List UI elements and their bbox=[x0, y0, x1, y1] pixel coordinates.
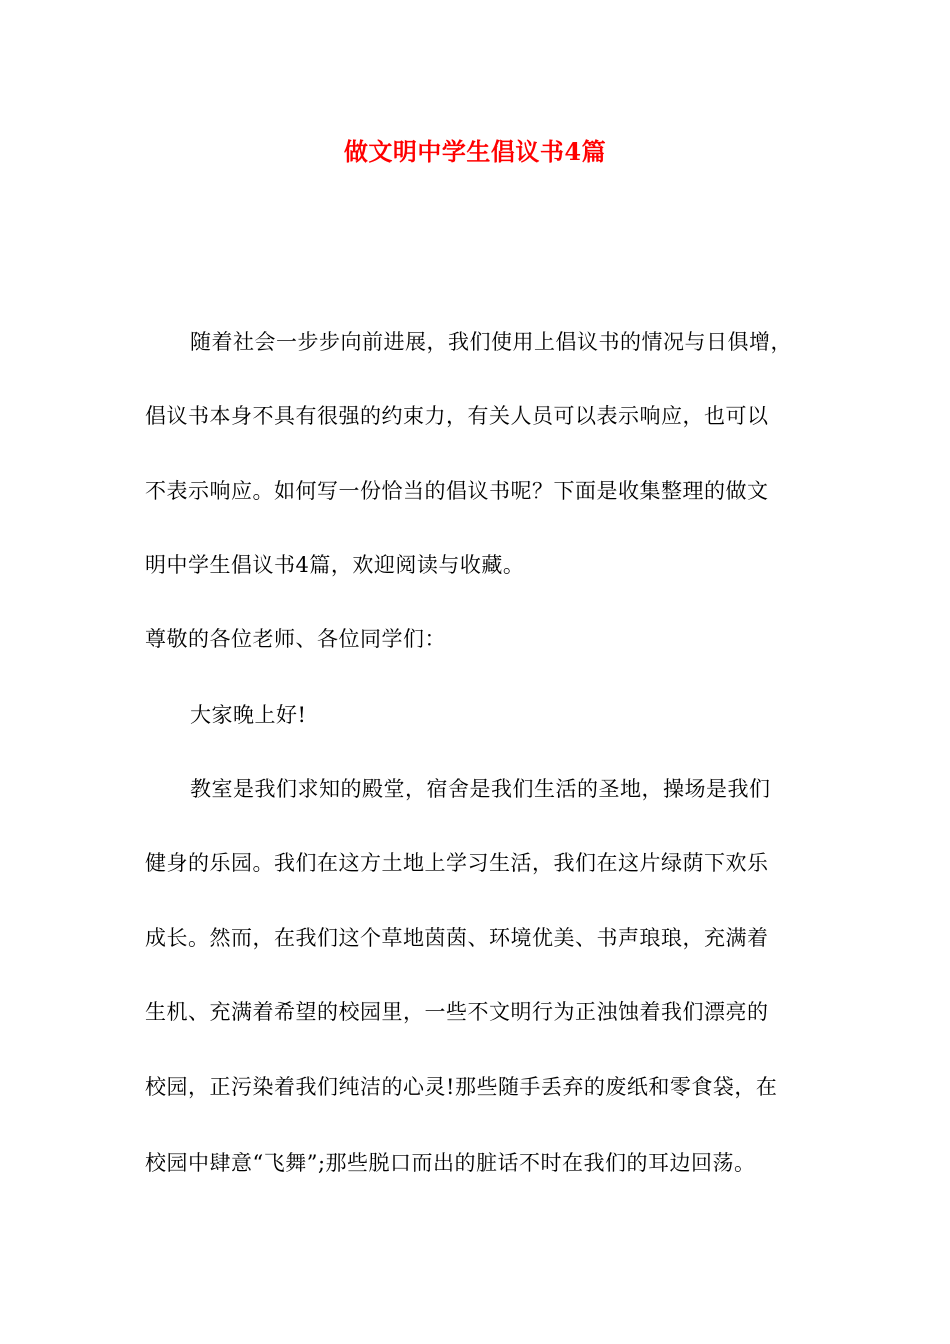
paragraph-line: 生机、充满着希望的校园里，一些不文明行为正浊蚀着我们漂亮的 bbox=[145, 1000, 769, 1024]
paragraph-line: 成长。然而，在我们这个草地茵茵、环境优美、书声琅琅，充满着 bbox=[145, 926, 769, 950]
paragraph-line: 倡议书本身不具有很强的约束力，有关人员可以表示响应，也可以 bbox=[145, 404, 769, 428]
paragraph-line: 教室是我们求知的殿堂，宿舍是我们生活的圣地，操场是我们 bbox=[190, 777, 771, 801]
paragraph-line: 不表示响应。如何写一份恰当的倡议书呢？下面是收集整理的做文 bbox=[145, 479, 769, 503]
salutation-line: 尊敬的各位老师、各位同学们： bbox=[145, 627, 446, 651]
paragraph-line: 校园中肆意“飞舞”;那些脱口而出的脏话不时在我们的耳边回荡。 bbox=[145, 1151, 756, 1175]
paragraph-line: 健身的乐园。我们在这方土地上学习生活，我们在这片绿荫下欢乐 bbox=[145, 851, 769, 875]
paragraph-line: 校园，正污染着我们纯洁的心灵!那些随手丢弃的废纸和零食袋，在 bbox=[145, 1075, 778, 1099]
document-title: 做文明中学生倡议书4篇 bbox=[343, 137, 607, 166]
greeting-line: 大家晚上好! bbox=[190, 703, 307, 727]
paragraph-line: 随着社会一步步向前进展，我们使用上倡议书的情况与日俱增， bbox=[190, 330, 792, 354]
paragraph-line: 明中学生倡议书4篇，欢迎阅读与收藏。 bbox=[145, 553, 525, 577]
